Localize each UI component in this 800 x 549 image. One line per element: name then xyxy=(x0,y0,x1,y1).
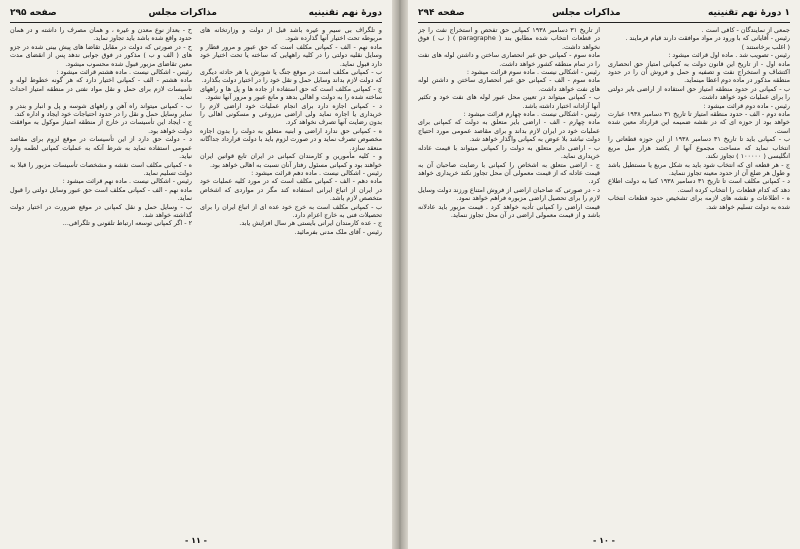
left-page-header-center: مذاکرات مجلس xyxy=(148,8,217,18)
paragraph: ب - اراضی دایر متعلق به دولت را کمپانی میتواند با قیمت عادله خریداری نماید. xyxy=(418,143,600,161)
left-page-column-1 xyxy=(200,26,382,534)
paragraph: ( اغلب برخاستند ) xyxy=(741,42,790,51)
paragraph: از تاریخ ۳۱ دسامبر ۱۹۳۸ کمپانی حق تفحص و استخراج نفت را جز در قطعات انتخاب شده مطابق بند ( paragraphe ) ( ب ) فوق نخواهد داشت. xyxy=(418,26,600,51)
paragraph: رئیس - اشکالی نیست . ماده هشتم قرائت میشود : xyxy=(56,68,192,77)
paragraph: رئیس - اشکالی نیست . ماده چهارم قرائت میشود : xyxy=(463,110,600,119)
paragraph: ه - کمپانی مکلف است نقشه و مشخصات تأسیسات مزبور را قبلا به دولت تسلیم نماید. xyxy=(10,160,192,177)
paragraph: ب - کمپانی میتواند راه آهن و راههای شوسه و پل و انبار و بندر و سایر وسایل حمل و نقل را در حدود احتیاجات خود ایجاد و اداره کند. xyxy=(10,101,192,119)
paragraph: ج - ایجاد این تأسیسات در خارج از منطقه امتیاز موکول به موافقت دولت خواهد بود. xyxy=(10,118,192,135)
right-page-header-right: ۱ دورهٔ نهم تقنینیه xyxy=(708,8,790,18)
paragraph: ه - کمپانی حق ندارد اراضی و ابنیه متعلق به دولت را بدون اجازه مخصوص تصرف نماید و در صورت لزوم باید با دولت قرارداد جداگانه منعقد سازد. xyxy=(200,126,382,152)
left-page-columns xyxy=(10,26,382,534)
left-page-number: - ۱۱ - xyxy=(185,536,207,545)
paragraph: و - کلیه مأمورین و کارمندان کمپانی در ایران تابع قوانین ایران خواهند بود و کمپانی مسئول رفتار آنان نسبت به اهالی خواهد بود. xyxy=(200,152,382,169)
paragraph: ح - بعداز نوع معدن و غیره ، و همان مصرف را داشته و در همان حدود واقع شده باشد باید تجاوز نماید. xyxy=(10,26,192,43)
right-page-column-2 xyxy=(418,26,600,534)
paragraph: ماده چهارم - الف - اراضی بایر متعلق به دولت که کمپانی برای عملیات خود در ایران لازم بداند و برای مقاصد عمومی مورد احتیاج دولت نباشد بلا عوض به کمپانی واگذار خواهد شد. xyxy=(418,118,600,144)
paragraph: ح - در صورتی که دولت در مقابل تقاضا های پیش بینی شده در جزو های ( الف و ب ) مذکور در فوق جوابی ندهد پس از انقضای مدت معین تقاضای مزبور قبول شده محسوب میشود. xyxy=(10,42,192,68)
right-page-header-left: صفحه ۲۹۴ xyxy=(418,8,465,18)
right-page-columns xyxy=(418,26,790,534)
paragraph: ماده سوم - الف - کمپانی حق غیر انحصاری ساختن و داشتن لوله های نفت خواهد داشت. xyxy=(418,76,600,93)
right-page-header xyxy=(418,6,790,23)
paragraph: ب - کمپانی در حدود منطقه امتیاز حق استفاده از اراضی بایر دولتی را برای عملیات خود خواهد داشت. xyxy=(608,84,790,102)
paragraph: د - دولت حق دارد از این تأسیسات در موقع لزوم برای مقاصد عمومی استفاده نماید به شرط آنکه به عملیات کمپانی لطمه وارد نیاید. xyxy=(10,135,192,161)
paragraph: ه - اطلاعات و نقشه های لازمه برای تشخیص حدود قطعات انتخاب شده به دولت تسلیم خواهد شد. xyxy=(608,194,790,211)
left-page-header xyxy=(10,6,382,23)
right-page-number: - ۱۰ - xyxy=(593,536,615,545)
paragraph: د - در صورتی که صاحبان اراضی از فروش امتناع ورزند دولت وسایل لازم را برای تحصیل اراضی مزبوره فراهم خواهد نمود. xyxy=(418,185,600,203)
paragraph: ماده دوم - الف - حدود منطقه امتیاز تا تاریخ ۳۱ دسامبر ۱۹۳۸ عبارت خواهد بود از حوزه ای که در نقشه ضمیمه این قرارداد معین شده است. xyxy=(608,110,790,135)
paragraph: جمعی از نمایندگان - کافی است . xyxy=(701,26,790,34)
paragraph: رئیس - اشکالی نیست . ماده نهم قرائت میشود : xyxy=(62,177,192,186)
paragraph: ج - اراضی متعلق به اشخاص را کمپانی با رضایت صاحبان آن به قیمت عادله که از قیمت معمولی آن محل تجاوز نکند خریداری خواهد کرد. xyxy=(418,160,600,186)
paragraph: ماده سوم - کمپانی حق غیر انحصاری ساختن و داشتن لوله های نفت را در تمام منطقه کشور خواهد داشت. xyxy=(418,51,600,68)
paragraph: قیمت اراضی را کمپانی تأدیه خواهد کرد . قیمت مزبور باید عادلانه باشد و از قیمت معمولی اراضی در آن محل تجاوز ننماید. xyxy=(418,202,600,219)
paragraph: رئیس - آقای ملک مدنی بفرمائید. xyxy=(294,227,382,236)
paragraph: ماده نهم - الف - کمپانی مکلف است که حق عبور و مرور قطار و وسایل نقلیه دولتی را در کلیه راههایی که ساخته یا تحت اختیار خود دارد قبول نماید. xyxy=(200,42,382,68)
paragraph: ب - کمپانی مکلف است به خرج خود عده ای از اتباع ایران را برای تحصیلات فنی به خارج اعزام دارد. xyxy=(200,202,382,219)
paragraph: ماده دهم - الف - کمپانی مکلف است که در مورد کلیه عملیات خود در ایران از اتباع ایرانی استفاده کند مگر در مواردی که اشخاص متخصص لازم باشد. xyxy=(200,177,382,203)
paragraph: ب - وسایل حمل و نقل کمپانی در موقع ضرورت در اختیار دولت گذاشته خواهد شد. xyxy=(10,202,192,219)
paragraph: رئیس - اشکالی نیست . ماده سوم قرائت میشود : xyxy=(466,68,600,77)
paragraph: د - کمپانی مکلف است تا تاریخ ۳۱ دسامبر ۱۹۳۸ کتبا به دولت اطلاع دهد که کدام قطعات را انتخاب کرده است. xyxy=(608,177,790,194)
paragraph: رئیس - اشکالی نیست . ماده دهم قرائت میشود : xyxy=(251,168,382,177)
paragraph: رئیس - تصویب شد . ماده اول قرائت میشود : xyxy=(668,51,790,60)
paragraph: ماده نهم - الف - کمپانی مکلف است حق عبور وسایل دولتی را قبول نماید. xyxy=(10,185,192,203)
right-page-header-center: مذاکرات مجلس xyxy=(552,8,621,18)
left-page-header-right: دورهٔ نهم تقنینیه xyxy=(308,8,382,18)
paragraph: د - کمپانی اجازه دارد برای انجام عملیات خود اراضی لازم را خریداری یا اجاره نماید ولی اراضی مزروعی و مسکونی اهالی را بدون رضایت آنها تصرف نخواهد کرد. xyxy=(200,101,382,127)
paragraph: ج - عده کارمندان ایرانی بایستی هر سال افزایش یابد. xyxy=(239,219,382,228)
paragraph: رئیس - ماده دوم قرائت میشود : xyxy=(703,101,790,110)
book-gutter xyxy=(392,0,408,549)
left-page-header-left: صفحه ۲۹۵ xyxy=(10,8,57,18)
right-page-column-1 xyxy=(608,26,790,534)
paragraph: ماده اول - از تاریخ این قانون دولت به کمپانی امتیاز حق انحصاری اکتشاف و استخراج نفت و تصفیه و حمل و فروش آن را در حدود منطقه مذکور در ماده دوم اعطا مینماید. xyxy=(608,59,790,85)
paragraph: ماده هشتم - الف - کمپانی اختیار دارد که هر گونه خطوط لوله و تأسیسات لازم برای حمل و نقل مواد نفتی در منطقه امتیاز احداث نماید. xyxy=(10,76,192,102)
left-page xyxy=(0,0,392,549)
paragraph: ب - کمپانی میتواند در تعیین محل عبور لوله های نفت خود و تکثیر آنها آزادانه اختیار داشته باشد. xyxy=(418,93,600,110)
paragraph: رئیس - آقایانی که با ورود در مواد موافقت دارند قیام فرمایند . xyxy=(625,34,790,43)
left-page-column-2 xyxy=(10,26,192,534)
paragraph: ۲ - اگر کمپانی توسعه ارتباط تلفونی و تلگرافی... xyxy=(62,219,192,228)
paragraph: ب - کمپانی مکلف است در موقع جنگ یا شورش یا هر حادثه دیگری که دولت لازم بداند وسایل حمل و نقل خود را در اختیار دولت بگذارد. xyxy=(200,68,382,85)
paragraph: ج - کمپانی مکلف است که حق استفاده از جاده ها و پل ها و راههای ساخته شده را به دولت و اهالی بدهد و مانع عبور و مرور آنها نشود. xyxy=(200,84,382,102)
paragraph: ب - کمپانی باید تا تاریخ ۳۱ دسامبر ۱۹۳۸ از این حوزه قطعاتی را انتخاب نماید که مساحت مجموع آنها از یکصد هزار میل مربع انگلیسی ( ۱۰۰۰۰۰ ) تجاوز نکند. xyxy=(608,135,790,161)
right-page xyxy=(408,0,800,549)
paragraph: ج - هر قطعه ای که انتخاب شود باید به شکل مربع یا مستطیل باشد و طول هر ضلع آن از حدود معینه تجاوز ننماید. xyxy=(608,160,790,177)
paragraph: و تلگراف بی سیم و غیره باشد قبل از دولت و وزارتخانه های مربوطه تحت اختیار آنها گذارده شود. xyxy=(200,26,382,43)
